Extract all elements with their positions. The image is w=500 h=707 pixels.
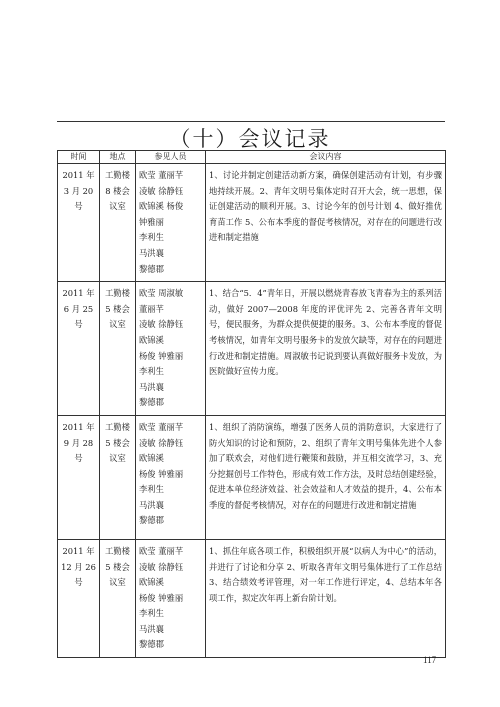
- time-cell: [58, 415, 100, 539]
- attendee-line: 欧莹 董丽芊: [139, 421, 184, 432]
- attendee-line: 欧锦溪: [139, 334, 164, 345]
- place-cell: [100, 282, 136, 416]
- attendees-cell: [136, 539, 206, 657]
- attendee-line: 凌敏 徐静钰: [139, 561, 184, 572]
- table-row: [58, 164, 446, 282]
- attendee-line: 马洪襄: [139, 623, 164, 634]
- time-cell: [58, 164, 100, 282]
- attendee-line: 欧莹 周淑敏: [139, 288, 184, 299]
- time-line: 9 月 28: [63, 437, 94, 448]
- meeting-minutes-table: [57, 150, 446, 658]
- place-line: 工勤楼: [105, 288, 130, 299]
- header-time: 时间: [58, 151, 100, 164]
- attendees-cell: [136, 282, 206, 416]
- place-line: 8 楼会: [105, 185, 130, 196]
- attendee-line: 李利生: [139, 366, 164, 377]
- page-number: 117: [423, 655, 437, 665]
- attendee-line: 欧锦溪 杨俊: [139, 201, 184, 212]
- place-cell: [100, 539, 136, 657]
- time-line: 号: [74, 319, 83, 330]
- attendee-line: 黎德郡: [139, 397, 164, 408]
- place-cell: [100, 415, 136, 539]
- header-place: 地点: [100, 151, 136, 164]
- attendee-line: 马洪襄: [139, 499, 164, 510]
- table-row: [58, 282, 446, 416]
- place-line: 议室: [109, 453, 126, 464]
- attendee-line: 董丽芊: [139, 303, 164, 314]
- attendee-line: 凌敏 徐静钰: [139, 437, 184, 448]
- table-row: [58, 415, 446, 539]
- attendee-line: 欧锦溪: [139, 577, 164, 588]
- attendee-line: 李利生: [139, 484, 164, 495]
- table-header-row: [58, 151, 446, 164]
- attendee-line: 杨俊 钟雅丽: [139, 468, 184, 479]
- attendee-line: 李利生: [139, 232, 164, 243]
- attendee-line: 黎德郡: [139, 263, 164, 274]
- attendee-line: 欧锦溪: [139, 453, 164, 464]
- time-line: 号: [74, 577, 83, 588]
- time-cell: [58, 282, 100, 416]
- time-line: 2011 年: [62, 421, 95, 432]
- time-line: 6 月 25: [63, 303, 94, 314]
- attendee-line: 钟雅丽: [139, 216, 164, 227]
- attendees-cell: [136, 164, 206, 282]
- time-cell: [58, 539, 100, 657]
- title-rule: [57, 121, 445, 122]
- attendee-line: 黎德郡: [139, 515, 164, 526]
- place-line: 工勤楼: [105, 545, 130, 556]
- place-line: 议室: [109, 577, 126, 588]
- time-line: 2011 年: [62, 288, 95, 299]
- attendee-line: 凌敏 徐静钰: [139, 185, 184, 196]
- attendee-line: 欧莹 董丽芊: [139, 170, 184, 180]
- attendee-line: 李利生: [139, 608, 164, 619]
- time-line: 2011 年: [62, 545, 95, 556]
- place-line: 5 楼会: [105, 303, 130, 314]
- attendee-line: 凌敏 徐静钰: [139, 319, 184, 330]
- attendee-line: 马洪襄: [139, 247, 164, 258]
- content-cell: 1、讨论并制定创建活动新方案，确保创建活动有计划，有步骤地持续开展。2、青年文明号集体定时召开大会，统一思想，保证创建活动的顺利开展。3、讨论今年的创号计划 4、做好推优育苗工作 5、公布本季度的督促考核情况，对存在的问题进行改进和制定措施: [206, 164, 446, 282]
- attendee-line: 杨俊 钟雅丽: [139, 350, 184, 361]
- content-cell: 1、抓住年底各项工作，积极组织开展“以病人为中心”的活动，并进行了讨论和分享 2、听取各青年文明号集体进行了工作总结 3、结合绩效考评管理，对一年工作进行评定，4、总结本年各项工作，拟定次年再上新台阶计划。: [206, 539, 446, 657]
- header-attendees: 参见人员: [136, 151, 206, 164]
- place-line: 议室: [109, 319, 126, 330]
- attendee-line: 欧莹 董丽芊: [139, 545, 184, 556]
- header-content: 会议内容: [206, 151, 446, 164]
- page-title: （十）会议记录: [169, 127, 331, 151]
- place-line: 5 楼会: [105, 561, 130, 572]
- place-cell: [100, 164, 136, 282]
- time-line: 12 月 26: [61, 561, 96, 572]
- attendee-line: 黎德郡: [139, 639, 164, 650]
- time-line: 2011 年: [62, 170, 95, 180]
- time-line: 3 月 20: [63, 185, 94, 196]
- attendee-line: 马洪襄: [139, 381, 164, 392]
- place-line: 5 楼会: [105, 437, 130, 448]
- attendees-cell: [136, 415, 206, 539]
- place-line: 工勤楼: [105, 170, 130, 180]
- place-line: 工勤楼: [105, 421, 130, 432]
- table-row: [58, 539, 446, 657]
- content-cell: 1、结合“5．4”青年日，开展以燃烧青春放飞青春为主的系列活动，做好 2007—2008 年度的评优评先 2、完善各青年文明号，便民服务，为群众提供便捷的服务。3、公布本季度的督促考核情况，如青年文明号服务卡的发放欠缺等，对存在的问题进行改进和制定措施。周淑敏书记说到要认真做好服务卡发放，为医院做好宣传力度。: [206, 282, 446, 416]
- time-line: 号: [74, 453, 83, 464]
- time-line: 号: [74, 201, 83, 212]
- attendee-line: 杨俊 钟雅丽: [139, 592, 184, 603]
- content-cell: 1、组织了消防演练，增强了医务人员的消防意识，大家进行了防火知识的讨论和预防，2、组织了青年文明号集体先进个人参加了联欢会，对他们进行鞭策和鼓励，并互相交流学习，3、充分挖掘创号工作特色，形成有效工作方法，及时总结创建经验，促进本单位经济效益、社会效益和人才效益的提升，4、公布本季度的督促考核情况，对存在的问题进行改进和制定措施: [206, 415, 446, 539]
- place-line: 议室: [109, 201, 126, 212]
